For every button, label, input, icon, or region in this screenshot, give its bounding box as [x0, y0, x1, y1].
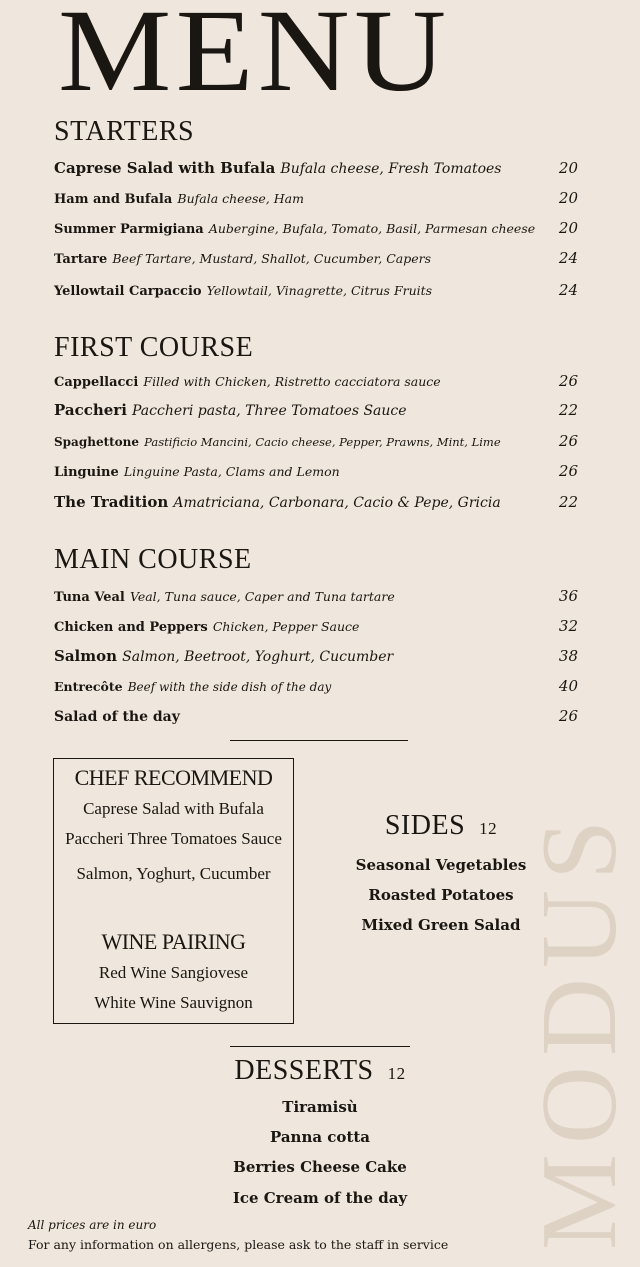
menu-item: [54, 188, 578, 212]
item-details: Beef with the side dish of the day: [127, 680, 332, 694]
item-price: 20: [558, 159, 578, 177]
sides-price: 12: [479, 819, 498, 838]
item-price: 22: [558, 401, 578, 419]
item-name: The Tradition: [54, 493, 169, 511]
item-name: Paccheri: [54, 401, 127, 419]
item-price: 32: [558, 617, 578, 635]
menu-item: [54, 431, 578, 455]
item-price: 24: [558, 281, 578, 299]
item-name: Chicken and Peppers: [54, 620, 208, 635]
dessert-item: Panna cotta: [269, 1128, 371, 1146]
side-item: Mixed Green Salad: [361, 916, 521, 934]
side-item: Seasonal Vegetables: [355, 856, 527, 874]
menu-item: [54, 461, 578, 485]
item-price: 22: [558, 493, 578, 511]
item-details: Beef Tartare, Mustard, Shallot, Cucumber, Capers: [112, 251, 432, 266]
price-note: All prices are in euro: [28, 1218, 157, 1232]
item-details: Veal, Tuna sauce, Caper and Tuna tartare: [129, 589, 395, 604]
item-details: Aubergine, Bufala, Tomato, Basil, Parmesan cheese: [208, 221, 536, 236]
item-price: 20: [558, 189, 578, 207]
item-price: 26: [558, 372, 578, 390]
wine-pairing-heading: WINE PAIRING: [101, 929, 246, 954]
wine-item: White Wine Sauvignon: [94, 993, 253, 1012]
item-price: 40: [558, 677, 578, 695]
item-details: Bufala cheese, Fresh Tomatoes: [280, 161, 502, 177]
item-details: Yellowtail, Vinagrette, Citrus Fruits: [206, 283, 433, 298]
menu-item: [54, 400, 578, 424]
item-details: Salmon, Beetroot, Yoghurt, Cucumber: [122, 649, 394, 665]
menu-item: [54, 371, 578, 395]
menu-item: [54, 158, 578, 182]
item-details: Linguine Pasta, Clams and Lemon: [123, 464, 340, 479]
chef-item: Paccheri Three Tomatoes Sauce: [65, 829, 282, 848]
item-name: Spaghettone: [54, 435, 140, 449]
first-course-heading: FIRST COURSE: [54, 332, 254, 363]
item-details: Chicken, Pepper Sauce: [212, 619, 360, 634]
menu-item: [54, 586, 578, 610]
item-price: 36: [558, 587, 578, 605]
starters-heading: STARTERS: [54, 116, 195, 147]
chef-recommend-box: [53, 758, 294, 1024]
menu-item: [54, 676, 578, 700]
item-name: Tartare: [54, 252, 108, 267]
item-name: Linguine: [54, 465, 119, 480]
menu-item: [54, 492, 578, 516]
desserts-heading: [200, 1055, 440, 1087]
item-name: Caprese Salad with Bufala: [54, 159, 276, 177]
item-name: Summer Parmigiana: [54, 222, 204, 237]
allergen-note: For any information on allergens, please ask to the staff in service: [28, 1237, 449, 1252]
menu-item: [54, 280, 578, 304]
side-item: Roasted Potatoes: [368, 886, 514, 904]
item-details: Paccheri pasta, Three Tomatoes Sauce: [132, 403, 407, 419]
item-name: Entrecôte: [54, 679, 123, 694]
item-name: Yellowtail Carpaccio: [54, 284, 202, 299]
chef-item: Caprese Salad with Bufala: [83, 799, 264, 818]
item-price: 26: [558, 462, 578, 480]
modus-watermark: MODUS: [520, 809, 639, 1251]
item-details: Amatriciana, Carbonara, Cacio & Pepe, Gricia: [173, 495, 501, 511]
desserts-title: DESSERTS: [234, 1055, 374, 1086]
sides-title: SIDES: [384, 810, 466, 841]
menu-item: [54, 218, 578, 242]
item-price: 38: [558, 647, 578, 665]
divider: [230, 1046, 410, 1047]
sides-heading: [330, 810, 552, 842]
item-details: Filled with Chicken, Ristretto cacciatora sauce: [143, 374, 441, 389]
item-name: Ham and Bufala: [54, 192, 173, 207]
menu-item: [54, 616, 578, 640]
chef-item: Salmon, Yoghurt, Cucumber: [76, 864, 271, 883]
chef-recommend-heading: CHEF RECOMMEND: [74, 765, 273, 790]
menu-title: MENU: [58, 0, 451, 116]
dessert-item: Ice Cream of the day: [232, 1189, 408, 1207]
item-name: Tuna Veal: [54, 590, 125, 605]
dessert-item: Tiramisù: [282, 1098, 358, 1116]
wine-item: Red Wine Sangiovese: [98, 963, 249, 982]
item-name: Cappellacci: [54, 375, 139, 390]
desserts-price: 12: [387, 1064, 406, 1083]
item-details: Pastificio Mancini, Cacio cheese, Pepper, Prawns, Mint, Lime: [144, 435, 501, 449]
item-name: Salmon: [54, 647, 118, 665]
item-price: 24: [558, 249, 578, 267]
dessert-item: Berries Cheese Cake: [233, 1158, 407, 1176]
item-details: Bufala cheese, Ham: [177, 191, 304, 206]
divider: [230, 740, 408, 741]
menu-item: [54, 248, 578, 272]
main-course-heading: MAIN COURSE: [54, 544, 252, 575]
menu-item: [54, 646, 578, 670]
menu-item: [54, 706, 578, 730]
item-price: 26: [558, 707, 578, 725]
item-price: 26: [558, 432, 578, 450]
item-name: Salad of the day: [54, 709, 180, 725]
item-price: 20: [558, 219, 578, 237]
